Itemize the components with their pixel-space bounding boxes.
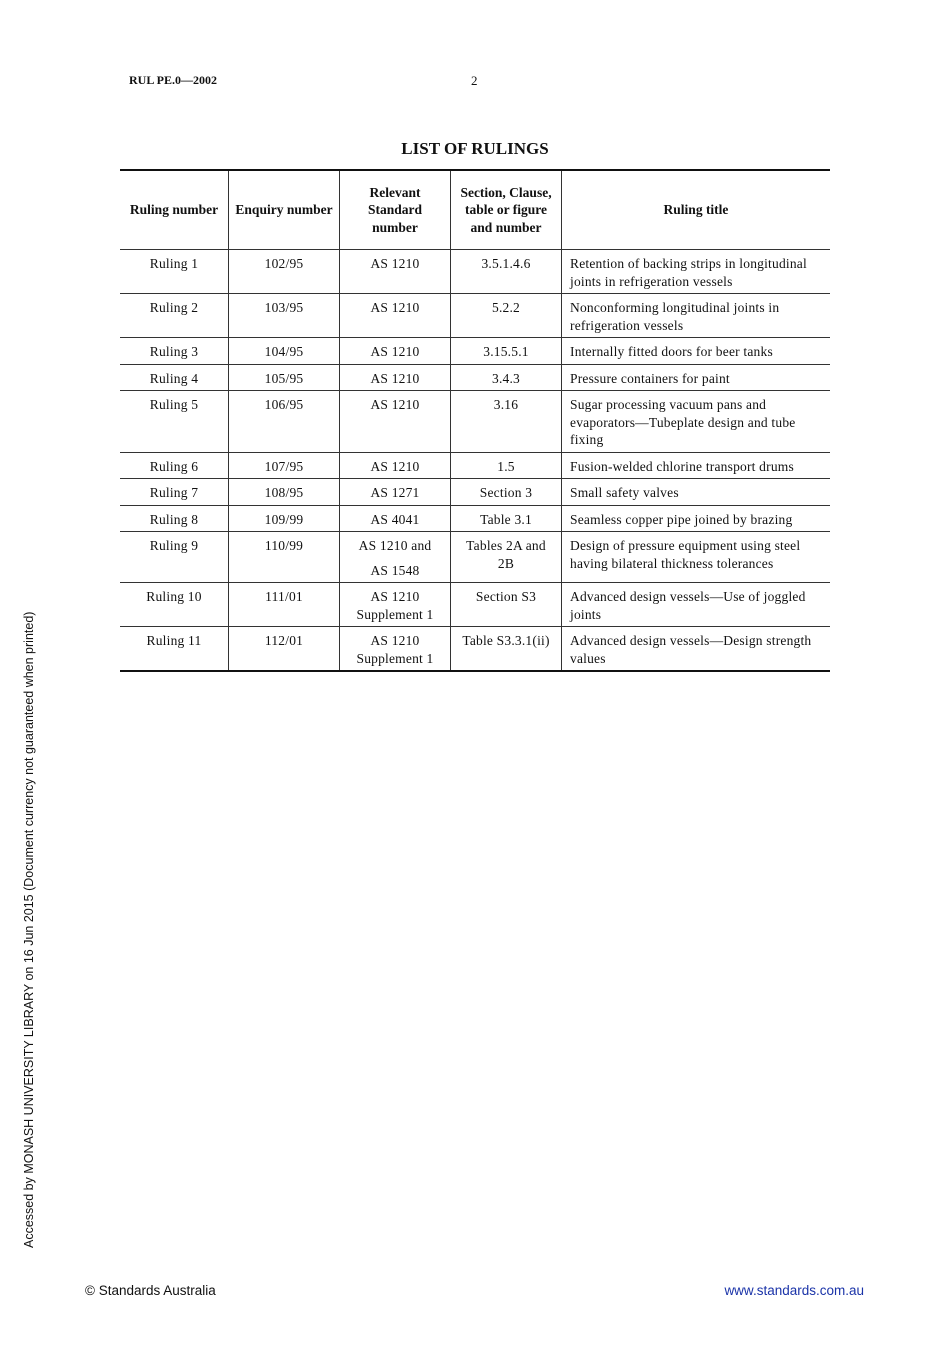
ruling-title-cell: Design of pressure equipment using steel having bilateral thickness tolerances (562, 532, 831, 583)
ruling-number-cell: Ruling 2 (120, 294, 229, 338)
standard-number-line: AS 1210 (370, 256, 420, 271)
ruling-title-cell: Advanced design vessels—Design strength values (562, 627, 831, 672)
enquiry-number-cell: 112/01 (229, 627, 340, 672)
ruling-number-cell: Ruling 8 (120, 505, 229, 532)
standard-number-cell (340, 505, 451, 532)
enquiry-number-cell: 105/95 (229, 364, 340, 391)
document-code: RUL PE.0—2002 (129, 73, 218, 87)
table-header-row (120, 170, 830, 250)
standard-number-line: AS 1210 (370, 397, 420, 412)
standard-number-line: AS 1548 (370, 562, 420, 578)
standard-number-line: AS 1210 and (358, 538, 432, 553)
section-cell: 5.2.2 (451, 294, 562, 338)
section-cell: Tables 2A and 2B (451, 532, 562, 583)
standard-number-cell (340, 627, 451, 672)
ruling-title-cell: Small safety valves (562, 479, 831, 506)
section-cell: 3.5.1.4.6 (451, 250, 562, 294)
access-watermark: Accessed by MONASH UNIVERSITY LIBRARY on 16 Jun 2015 (Document currency not guaranteed when printed) (22, 611, 36, 1248)
column-header-ruling-number: Ruling number (120, 170, 229, 250)
enquiry-number-cell: 106/95 (229, 391, 340, 453)
ruling-number-cell: Ruling 4 (120, 364, 229, 391)
table-row (120, 505, 830, 532)
column-header-ruling-title: Ruling title (562, 170, 831, 250)
enquiry-number-cell: 111/01 (229, 583, 340, 627)
enquiry-number-cell: 109/99 (229, 505, 340, 532)
section-cell: 1.5 (451, 452, 562, 479)
standard-number-cell (340, 452, 451, 479)
standard-number-cell (340, 479, 451, 506)
column-header-section: Section, Clause, table or figure and number (451, 170, 562, 250)
ruling-number-cell: Ruling 1 (120, 250, 229, 294)
enquiry-number-cell: 103/95 (229, 294, 340, 338)
ruling-title-cell: Pressure containers for paint (562, 364, 831, 391)
table-row (120, 479, 830, 506)
ruling-number-cell: Ruling 3 (120, 338, 229, 365)
table-row (120, 250, 830, 294)
section-cell: 3.15.5.1 (451, 338, 562, 365)
standard-number-line: AS 1210 Supplement 1 (356, 589, 434, 622)
column-header-standard-number: Relevant Standard number (340, 170, 451, 250)
section-cell: 3.16 (451, 391, 562, 453)
enquiry-number-cell: 107/95 (229, 452, 340, 479)
table-body (120, 250, 830, 672)
standard-number-cell (340, 391, 451, 453)
standard-number-cell (340, 250, 451, 294)
ruling-title-cell: Seamless copper pipe joined by brazing (562, 505, 831, 532)
ruling-number-cell: Ruling 9 (120, 532, 229, 583)
page-number: 2 (471, 73, 478, 88)
rulings-table (120, 169, 830, 672)
standard-number-cell (340, 364, 451, 391)
standard-number-cell (340, 532, 451, 583)
table-row (120, 338, 830, 365)
table-row (120, 294, 830, 338)
table-title: LIST OF RULINGS (401, 139, 549, 158)
standard-number-line: AS 1210 (370, 300, 420, 315)
table-row (120, 583, 830, 627)
footer-copyright: © Standards Australia (85, 1283, 216, 1298)
column-header-enquiry-number: Enquiry number (229, 170, 340, 250)
enquiry-number-cell: 110/99 (229, 532, 340, 583)
ruling-title-cell: Nonconforming longitudinal joints in refrigeration vessels (562, 294, 831, 338)
table-row (120, 627, 830, 672)
enquiry-number-cell: 102/95 (229, 250, 340, 294)
standard-number-cell (340, 294, 451, 338)
table-row (120, 532, 830, 583)
section-cell: Section 3 (451, 479, 562, 506)
ruling-title-cell: Retention of backing strips in longitudinal joints in refrigeration vessels (562, 250, 831, 294)
ruling-title-cell: Fusion-welded chlorine transport drums (562, 452, 831, 479)
ruling-title-cell: Sugar processing vacuum pans and evaporators—Tubeplate design and tube fixing (562, 391, 831, 453)
standard-number-cell (340, 583, 451, 627)
section-cell: Table 3.1 (451, 505, 562, 532)
ruling-number-cell: Ruling 7 (120, 479, 229, 506)
table-row (120, 391, 830, 453)
ruling-number-cell: Ruling 10 (120, 583, 229, 627)
ruling-number-cell: Ruling 11 (120, 627, 229, 672)
standard-number-line: AS 1210 (370, 370, 420, 386)
footer-website-link[interactable]: www.standards.com.au (724, 1283, 864, 1298)
standard-number-cell (340, 338, 451, 365)
standard-number-line: AS 1210 (370, 458, 420, 474)
standard-number-line: AS 1271 (370, 485, 420, 500)
standard-number-line: AS 1210 (370, 344, 420, 359)
section-cell: Table S3.3.1(ii) (451, 627, 562, 672)
ruling-number-cell: Ruling 6 (120, 452, 229, 479)
ruling-number-cell: Ruling 5 (120, 391, 229, 453)
standard-number-line: AS 1210 Supplement 1 (356, 633, 434, 666)
table-row (120, 452, 830, 479)
section-cell: 3.4.3 (451, 364, 562, 391)
table-row (120, 364, 830, 391)
enquiry-number-cell: 108/95 (229, 479, 340, 506)
ruling-title-cell: Advanced design vessels—Use of joggled joints (562, 583, 831, 627)
section-cell: Section S3 (451, 583, 562, 627)
standard-number-line: AS 4041 (370, 511, 420, 527)
ruling-title-cell: Internally fitted doors for beer tanks (562, 338, 831, 365)
enquiry-number-cell: 104/95 (229, 338, 340, 365)
